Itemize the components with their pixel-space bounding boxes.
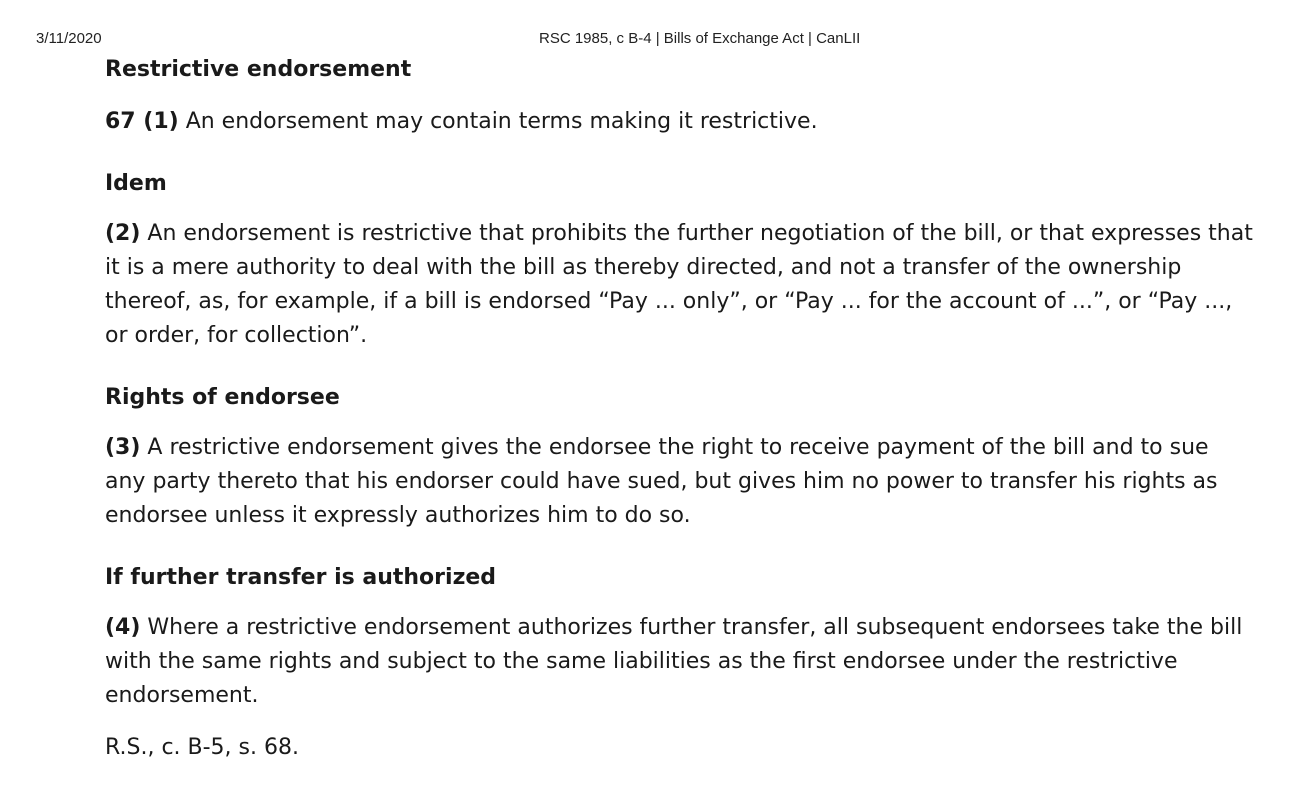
print-date: 3/11/2020 [36,30,102,47]
subsection-number: (2) [105,221,141,246]
subsection-2 [105,217,1255,353]
subsection-text: Where a restrictive endorsement authorizes further transfer, all subsequent endorsees take the bill with the same rights and subject to the same liabilities as the first endorsee under the restrictive endorsement. [105,615,1243,708]
subsection-text: An endorsement may contain terms making it restrictive. [178,109,818,134]
section-heading-idem: Idem [105,171,167,196]
subsection-number: (3) [105,435,141,460]
subsection-4 [105,611,1255,713]
subsection-text: An endorsement is restrictive that prohibits the further negotiation of the bill, or that expresses that it is a mere authority to deal with the bill as thereby directed, and not a transfer of the ownership thereof, as, for example, if a bill is endorsed “Pay ... only”, or “Pay ... for the account of ...”, or “Pay ..., or order, for collection”. [105,221,1253,348]
legislative-citation: R.S., c. B-5, s. 68. [105,735,299,760]
subsection-text: A restrictive endorsement gives the endorsee the right to receive payment of the bill and to sue any party thereto that his endorser could have sued, but gives him no power to transfer his rights as endorsee unless it expressly authorizes him to do so. [105,435,1218,528]
subsection-3 [105,431,1255,533]
print-page-title: RSC 1985, c B-4 | Bills of Exchange Act | CanLII [539,30,861,47]
print-header [0,30,1300,50]
subsection-number: 67 (1) [105,109,179,134]
subsection-1 [105,105,1255,139]
subsection-number: (4) [105,615,141,640]
section-heading-further-transfer: If further transfer is authorized [105,565,497,590]
statute-content [105,55,1255,765]
section-heading-restrictive-endorsement: Restrictive endorsement [105,57,412,82]
section-heading-rights-of-endorsee: Rights of endorsee [105,385,340,410]
